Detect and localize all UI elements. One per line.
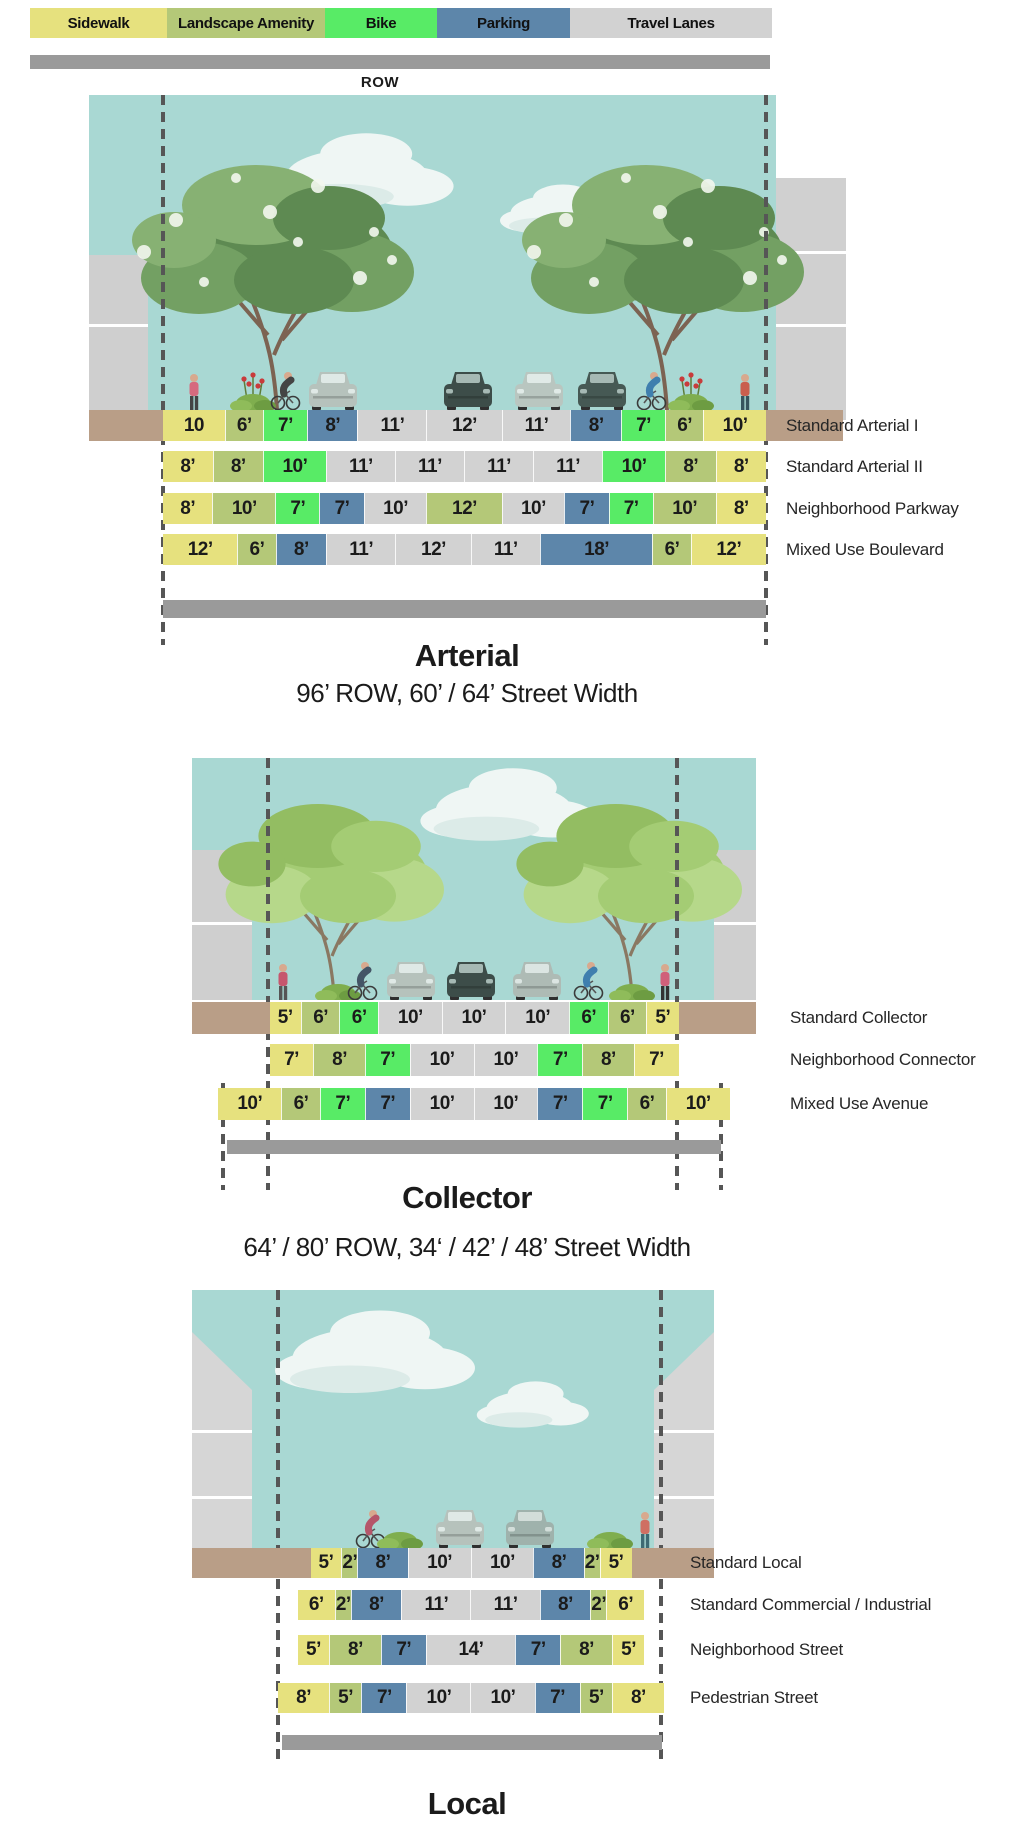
width-cell-travel: 10’ bbox=[364, 493, 427, 524]
width-cell-parking: 7’ bbox=[564, 493, 608, 524]
width-cell-parking: 7’ bbox=[365, 1088, 410, 1120]
row-type-label: Standard Commercial / Industrial bbox=[690, 1595, 932, 1614]
width-cell-travel: 11’ bbox=[357, 410, 426, 441]
legend-item-sidewalk: Sidewalk bbox=[30, 8, 167, 38]
width-cell-sidewalk: 12’ bbox=[163, 534, 237, 565]
width-cell-landscape: 8’ bbox=[313, 1044, 364, 1076]
width-cell-landscape: 6’ bbox=[652, 534, 690, 565]
width-cell-bike: 7’ bbox=[365, 1044, 410, 1076]
width-cell-sidewalk: 5’ bbox=[311, 1548, 342, 1578]
width-cell-travel: 11’ bbox=[470, 1590, 539, 1620]
width-cell-travel: 10’ bbox=[442, 1002, 506, 1034]
width-cell-sidewalk: 5’ bbox=[270, 1002, 301, 1034]
width-cell-parking: 7’ bbox=[537, 1088, 582, 1120]
width-cell-landscape: 6’ bbox=[608, 1002, 647, 1034]
width-cell-bike: 7’ bbox=[609, 493, 653, 524]
street-width-row bbox=[163, 493, 766, 524]
row-type-label: Standard Arterial I bbox=[786, 415, 919, 435]
width-cell-sidewalk: 10’ bbox=[666, 1088, 730, 1120]
width-cell-parking: 8’ bbox=[357, 1548, 407, 1578]
row-boundary-dashed-line bbox=[675, 758, 679, 1190]
width-cell-landscape: 2’ bbox=[584, 1548, 600, 1578]
street-width-row bbox=[298, 1635, 645, 1665]
street-width-row bbox=[163, 451, 766, 482]
width-cell-landscape: 6’ bbox=[225, 410, 263, 441]
row-extent-bar bbox=[30, 55, 770, 69]
row-type-label: Neighborhood Connector bbox=[790, 1050, 976, 1069]
width-cell-bike: 7’ bbox=[320, 1088, 365, 1120]
street-width-row bbox=[311, 1548, 632, 1578]
width-cell-travel: 11’ bbox=[395, 451, 464, 482]
width-cell-landscape: 5’ bbox=[580, 1683, 613, 1713]
width-cell-parking: 8’ bbox=[570, 410, 620, 441]
width-cell-bike: 7’ bbox=[263, 410, 307, 441]
width-cell-sidewalk: 10 bbox=[163, 410, 225, 441]
arterial-title: Arterial bbox=[414, 638, 520, 673]
road-bar bbox=[227, 1140, 721, 1154]
row-label: ROW bbox=[360, 74, 400, 91]
width-cell-sidewalk: 8’ bbox=[716, 451, 767, 482]
width-cell-sidewalk: 8’ bbox=[163, 493, 212, 524]
street-width-row bbox=[163, 534, 766, 565]
width-cell-sidewalk: 8’ bbox=[163, 451, 213, 482]
width-cell-travel: 10’ bbox=[378, 1002, 442, 1034]
width-cell-landscape: 8’ bbox=[213, 451, 264, 482]
width-cell-travel: 10’ bbox=[470, 1683, 534, 1713]
row-type-label: Standard Collector bbox=[790, 1008, 928, 1027]
width-cell-travel: 10’ bbox=[410, 1044, 474, 1076]
street-width-row bbox=[278, 1683, 663, 1713]
width-cell-sidewalk: 7’ bbox=[270, 1044, 314, 1076]
width-cell-travel: 11’ bbox=[326, 534, 395, 565]
width-cell-landscape: 2’ bbox=[590, 1590, 606, 1620]
local-title: Local bbox=[427, 1786, 507, 1821]
width-cell-travel: 10’ bbox=[410, 1088, 474, 1120]
width-cell-landscape: 6’ bbox=[301, 1002, 340, 1034]
width-cell-sidewalk: 5’ bbox=[600, 1548, 632, 1578]
width-cell-landscape: 8’ bbox=[560, 1635, 611, 1665]
building-icon bbox=[89, 255, 148, 420]
width-cell-bike: 10’ bbox=[263, 451, 326, 482]
width-cell-parking: 7’ bbox=[319, 493, 363, 524]
row-type-label: Standard Arterial II bbox=[786, 456, 923, 476]
row-type-label: Neighborhood Parkway bbox=[786, 498, 959, 518]
width-cell-sidewalk: 8’ bbox=[278, 1683, 328, 1713]
legend-item-landscape: Landscape Amenity bbox=[167, 8, 325, 38]
width-cell-landscape: 10’ bbox=[653, 493, 716, 524]
width-cell-landscape: 2’ bbox=[341, 1548, 357, 1578]
sidewalk-flank bbox=[679, 1002, 756, 1034]
road-bar bbox=[163, 600, 766, 618]
width-cell-travel: 11’ bbox=[326, 451, 395, 482]
width-cell-landscape: 5’ bbox=[329, 1683, 362, 1713]
sidewalk-flank bbox=[89, 410, 163, 441]
width-cell-bike: 6’ bbox=[339, 1002, 378, 1034]
width-cell-travel: 12’ bbox=[426, 410, 501, 441]
width-cell-landscape: 6’ bbox=[665, 410, 703, 441]
width-cell-parking: 7’ bbox=[515, 1635, 560, 1665]
width-cell-landscape: 8’ bbox=[329, 1635, 380, 1665]
width-cell-travel: 11’ bbox=[471, 534, 540, 565]
width-cell-bike: 7’ bbox=[275, 493, 319, 524]
collector-illustration bbox=[192, 758, 756, 1000]
local-illustration bbox=[192, 1290, 714, 1548]
sidewalk-flank bbox=[192, 1002, 270, 1034]
width-cell-sidewalk: 10’ bbox=[218, 1088, 281, 1120]
width-cell-parking: 8’ bbox=[276, 534, 327, 565]
legend-item-travel: Travel Lanes bbox=[570, 8, 772, 38]
width-cell-bike: 7’ bbox=[621, 410, 665, 441]
width-cell-sidewalk: 6’ bbox=[298, 1590, 335, 1620]
width-cell-sidewalk: 10’ bbox=[703, 410, 766, 441]
width-cell-parking: 7’ bbox=[361, 1683, 406, 1713]
width-cell-sidewalk: 8’ bbox=[612, 1683, 663, 1713]
legend-item-bike: Bike bbox=[325, 8, 437, 38]
width-cell-sidewalk: 12’ bbox=[691, 534, 766, 565]
street-width-row bbox=[163, 410, 766, 441]
legend-item-parking: Parking bbox=[437, 8, 570, 38]
width-cell-sidewalk: 5’ bbox=[646, 1002, 678, 1034]
width-cell-travel: 10’ bbox=[408, 1548, 471, 1578]
width-cell-parking: 18’ bbox=[540, 534, 653, 565]
width-cell-travel: 10’ bbox=[502, 493, 565, 524]
width-cell-parking: 8’ bbox=[533, 1548, 583, 1578]
width-cell-sidewalk: 5’ bbox=[298, 1635, 330, 1665]
width-cell-travel: 10’ bbox=[406, 1683, 470, 1713]
sidewalk-flank bbox=[192, 1548, 311, 1578]
road-bar bbox=[282, 1735, 662, 1750]
street-width-row bbox=[218, 1088, 729, 1120]
collector-title: Collector bbox=[402, 1180, 532, 1215]
width-cell-travel: 12’ bbox=[395, 534, 470, 565]
width-cell-landscape: 6’ bbox=[281, 1088, 320, 1120]
width-cell-parking: 7’ bbox=[535, 1683, 580, 1713]
width-cell-bike: 6’ bbox=[569, 1002, 608, 1034]
width-cell-travel: 11’ bbox=[533, 451, 602, 482]
width-cell-landscape: 8’ bbox=[582, 1044, 633, 1076]
row-type-label: Neighborhood Street bbox=[690, 1640, 844, 1659]
width-cell-sidewalk: 6’ bbox=[606, 1590, 644, 1620]
width-cell-landscape: 10’ bbox=[212, 493, 275, 524]
legend bbox=[30, 8, 772, 38]
width-cell-landscape: 12’ bbox=[426, 493, 501, 524]
width-cell-travel: 11’ bbox=[464, 451, 533, 482]
width-cell-landscape: 8’ bbox=[665, 451, 716, 482]
street-width-row bbox=[270, 1044, 679, 1076]
street-width-row bbox=[270, 1002, 679, 1034]
row-type-label: Mixed Use Avenue bbox=[790, 1094, 929, 1113]
width-cell-sidewalk: 8’ bbox=[716, 493, 766, 524]
width-cell-travel: 10’ bbox=[471, 1548, 534, 1578]
width-cell-parking: 8’ bbox=[540, 1590, 591, 1620]
width-cell-bike: 10’ bbox=[602, 451, 665, 482]
width-cell-travel: 11’ bbox=[401, 1590, 470, 1620]
row-type-label: Standard Local bbox=[690, 1553, 802, 1572]
width-cell-travel: 14’ bbox=[426, 1635, 515, 1665]
width-cell-parking: 8’ bbox=[351, 1590, 402, 1620]
arterial-illustration bbox=[89, 95, 846, 420]
row-boundary-dashed-line bbox=[266, 758, 270, 1190]
width-cell-travel: 11’ bbox=[502, 410, 571, 441]
width-cell-parking: 7’ bbox=[381, 1635, 426, 1665]
arterial-subtitle: 96’ ROW, 60’ / 64’ Street Width bbox=[296, 678, 638, 708]
width-cell-travel: 10’ bbox=[505, 1002, 569, 1034]
width-cell-bike: 7’ bbox=[582, 1088, 627, 1120]
width-cell-sidewalk: 7’ bbox=[634, 1044, 679, 1076]
width-cell-bike: 7’ bbox=[537, 1044, 582, 1076]
row-type-label: Mixed Use Boulevard bbox=[786, 539, 944, 559]
collector-subtitle: 64’ / 80’ ROW, 34‘ / 42’ / 48’ Street Width bbox=[243, 1232, 691, 1262]
street-width-row bbox=[298, 1590, 645, 1620]
row-type-label: Pedestrian Street bbox=[690, 1688, 818, 1707]
width-cell-parking: 8’ bbox=[307, 410, 357, 441]
width-cell-landscape: 2’ bbox=[335, 1590, 351, 1620]
width-cell-sidewalk: 5’ bbox=[612, 1635, 645, 1665]
width-cell-travel: 10’ bbox=[474, 1088, 538, 1120]
width-cell-travel: 10’ bbox=[474, 1044, 538, 1076]
sky bbox=[192, 1290, 714, 1548]
width-cell-landscape: 6’ bbox=[627, 1088, 666, 1120]
width-cell-landscape: 6’ bbox=[237, 534, 275, 565]
